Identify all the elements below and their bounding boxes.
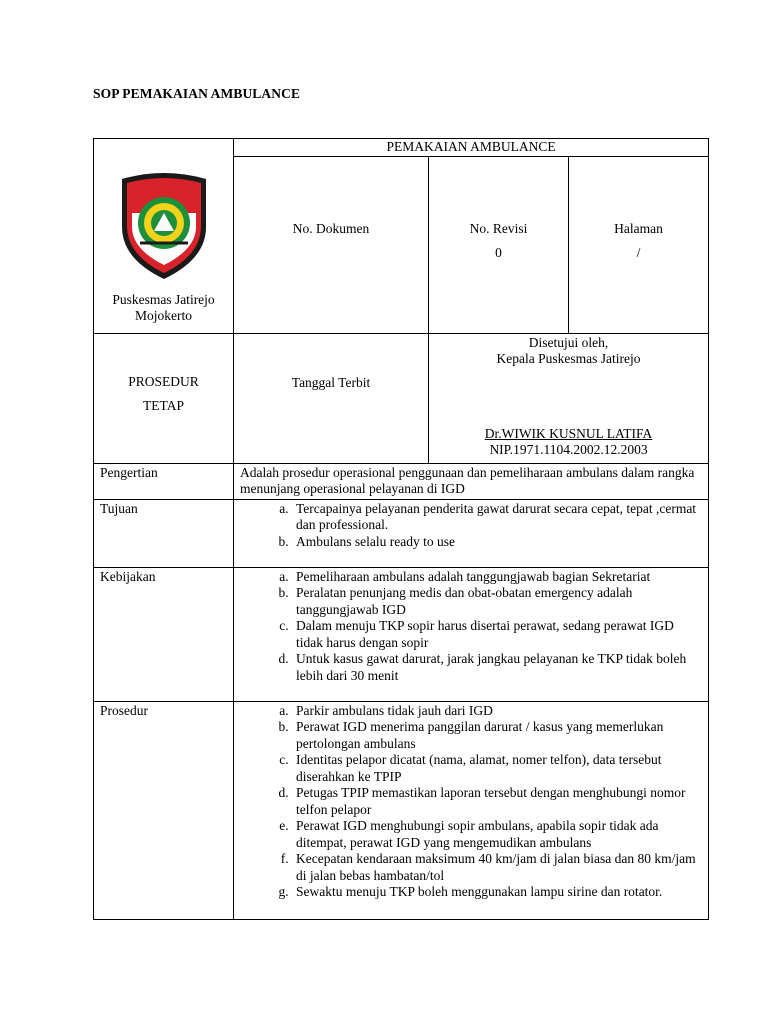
kebijakan-content	[234, 567, 709, 701]
list-item: b. Perawat IGD menerima panggilan darurat / kasus yang memerlukan pertolongan ambulans	[292, 719, 702, 752]
halaman-cell	[569, 156, 709, 333]
approver-nip: NIP.1971.1104.2002.12.2003	[489, 442, 648, 457]
pengertian-text: Adalah prosedur operasional penggunaan dan pemeliharaan ambulans dalam rangka menunjang operasional pelayanan di IGD	[234, 463, 709, 499]
no-revisi-cell	[429, 156, 569, 333]
prosedur-section-label: Prosedur	[94, 701, 234, 919]
no-revisi-value: 0	[495, 245, 502, 260]
document-title: SOP PEMAKAIAN AMBULANCE	[93, 86, 301, 101]
prosedur-list	[240, 703, 702, 901]
list-item: f. Kecepatan kendaraan maksimum 40 km/jam di jalan biasa dan 80 km/jam di jalan bebas hambatan/tol	[292, 851, 702, 884]
list-item: d. Petugas TPIP memastikan laporan tersebut dengan menghubungi nomor telfon pelapor	[292, 785, 702, 818]
list-item: d. Untuk kasus gawat darurat, jarak jangkau pelayanan ke TKP tidak boleh lebih dari 30 menit	[292, 651, 702, 684]
prosedur-label-line1: PROSEDUR	[128, 373, 199, 389]
approval-line2: Kepala Puskesmas Jatirejo	[496, 351, 641, 366]
logo-cell	[94, 139, 234, 334]
prosedur-content	[234, 701, 709, 919]
pengertian-label: Pengertian	[94, 463, 234, 499]
sop-table	[93, 138, 709, 920]
prosedur-label-line2: TETAP	[143, 398, 184, 413]
list-item: a. Parkir ambulans tidak jauh dari IGD	[292, 703, 702, 720]
tujuan-list	[240, 501, 702, 551]
tanggal-terbit-label: Tanggal Terbit	[291, 374, 371, 390]
regency-shield-emblem-icon	[118, 169, 210, 281]
list-item: a. Tercapainya pelayanan penderita gawat darurat secara cepat, tepat ,cermat dan professional.	[292, 501, 702, 534]
kebijakan-list	[240, 569, 702, 685]
no-dokumen-label: No. Dokumen	[292, 220, 370, 236]
list-item: b. Peralatan penunjang medis dan obat-obatan emergency adalah tanggungjawab IGD	[292, 585, 702, 618]
list-item: c. Dalam menuju TKP sopir harus disertai perawat, sedang perawat IGD tidak harus dengan sopir	[292, 618, 702, 651]
org-name-line1: Puskesmas Jatirejo	[112, 292, 215, 307]
prosedur-tetap-cell	[94, 333, 234, 463]
list-item: b. Ambulans selalu ready to use	[292, 534, 702, 551]
halaman-label: Halaman	[614, 220, 663, 236]
halaman-value: /	[636, 245, 641, 260]
approval-line1: Disetujui oleh,	[528, 334, 609, 350]
header-main-title: PEMAKAIAN AMBULANCE	[234, 139, 709, 157]
list-item: g. Sewaktu menuju TKP boleh menggunakan lampu sirine dan rotator.	[292, 884, 702, 901]
no-revisi-label: No. Revisi	[469, 220, 528, 236]
no-dokumen-cell	[234, 156, 429, 333]
list-item: a. Pemeliharaan ambulans adalah tanggungjawab bagian Sekretariat	[292, 569, 702, 586]
tujuan-content	[234, 499, 709, 567]
approval-cell	[429, 333, 709, 463]
list-item: c. Identitas pelapor dicatat (nama, alamat, nomer telfon), data tersebut diserahkan ke TPIP	[292, 752, 702, 785]
kebijakan-label: Kebijakan	[94, 567, 234, 701]
org-name-line2: Mojokerto	[135, 308, 192, 323]
tanggal-terbit-cell	[234, 333, 429, 463]
list-item: e. Perawat IGD menghubungi sopir ambulans, apabila sopir tidak ada ditempat, perawat IGD yang mengemudikan ambulans	[292, 818, 702, 851]
tujuan-label: Tujuan	[94, 499, 234, 567]
approver-name: Dr.WIWIK KUSNUL LATIFA	[484, 425, 653, 441]
